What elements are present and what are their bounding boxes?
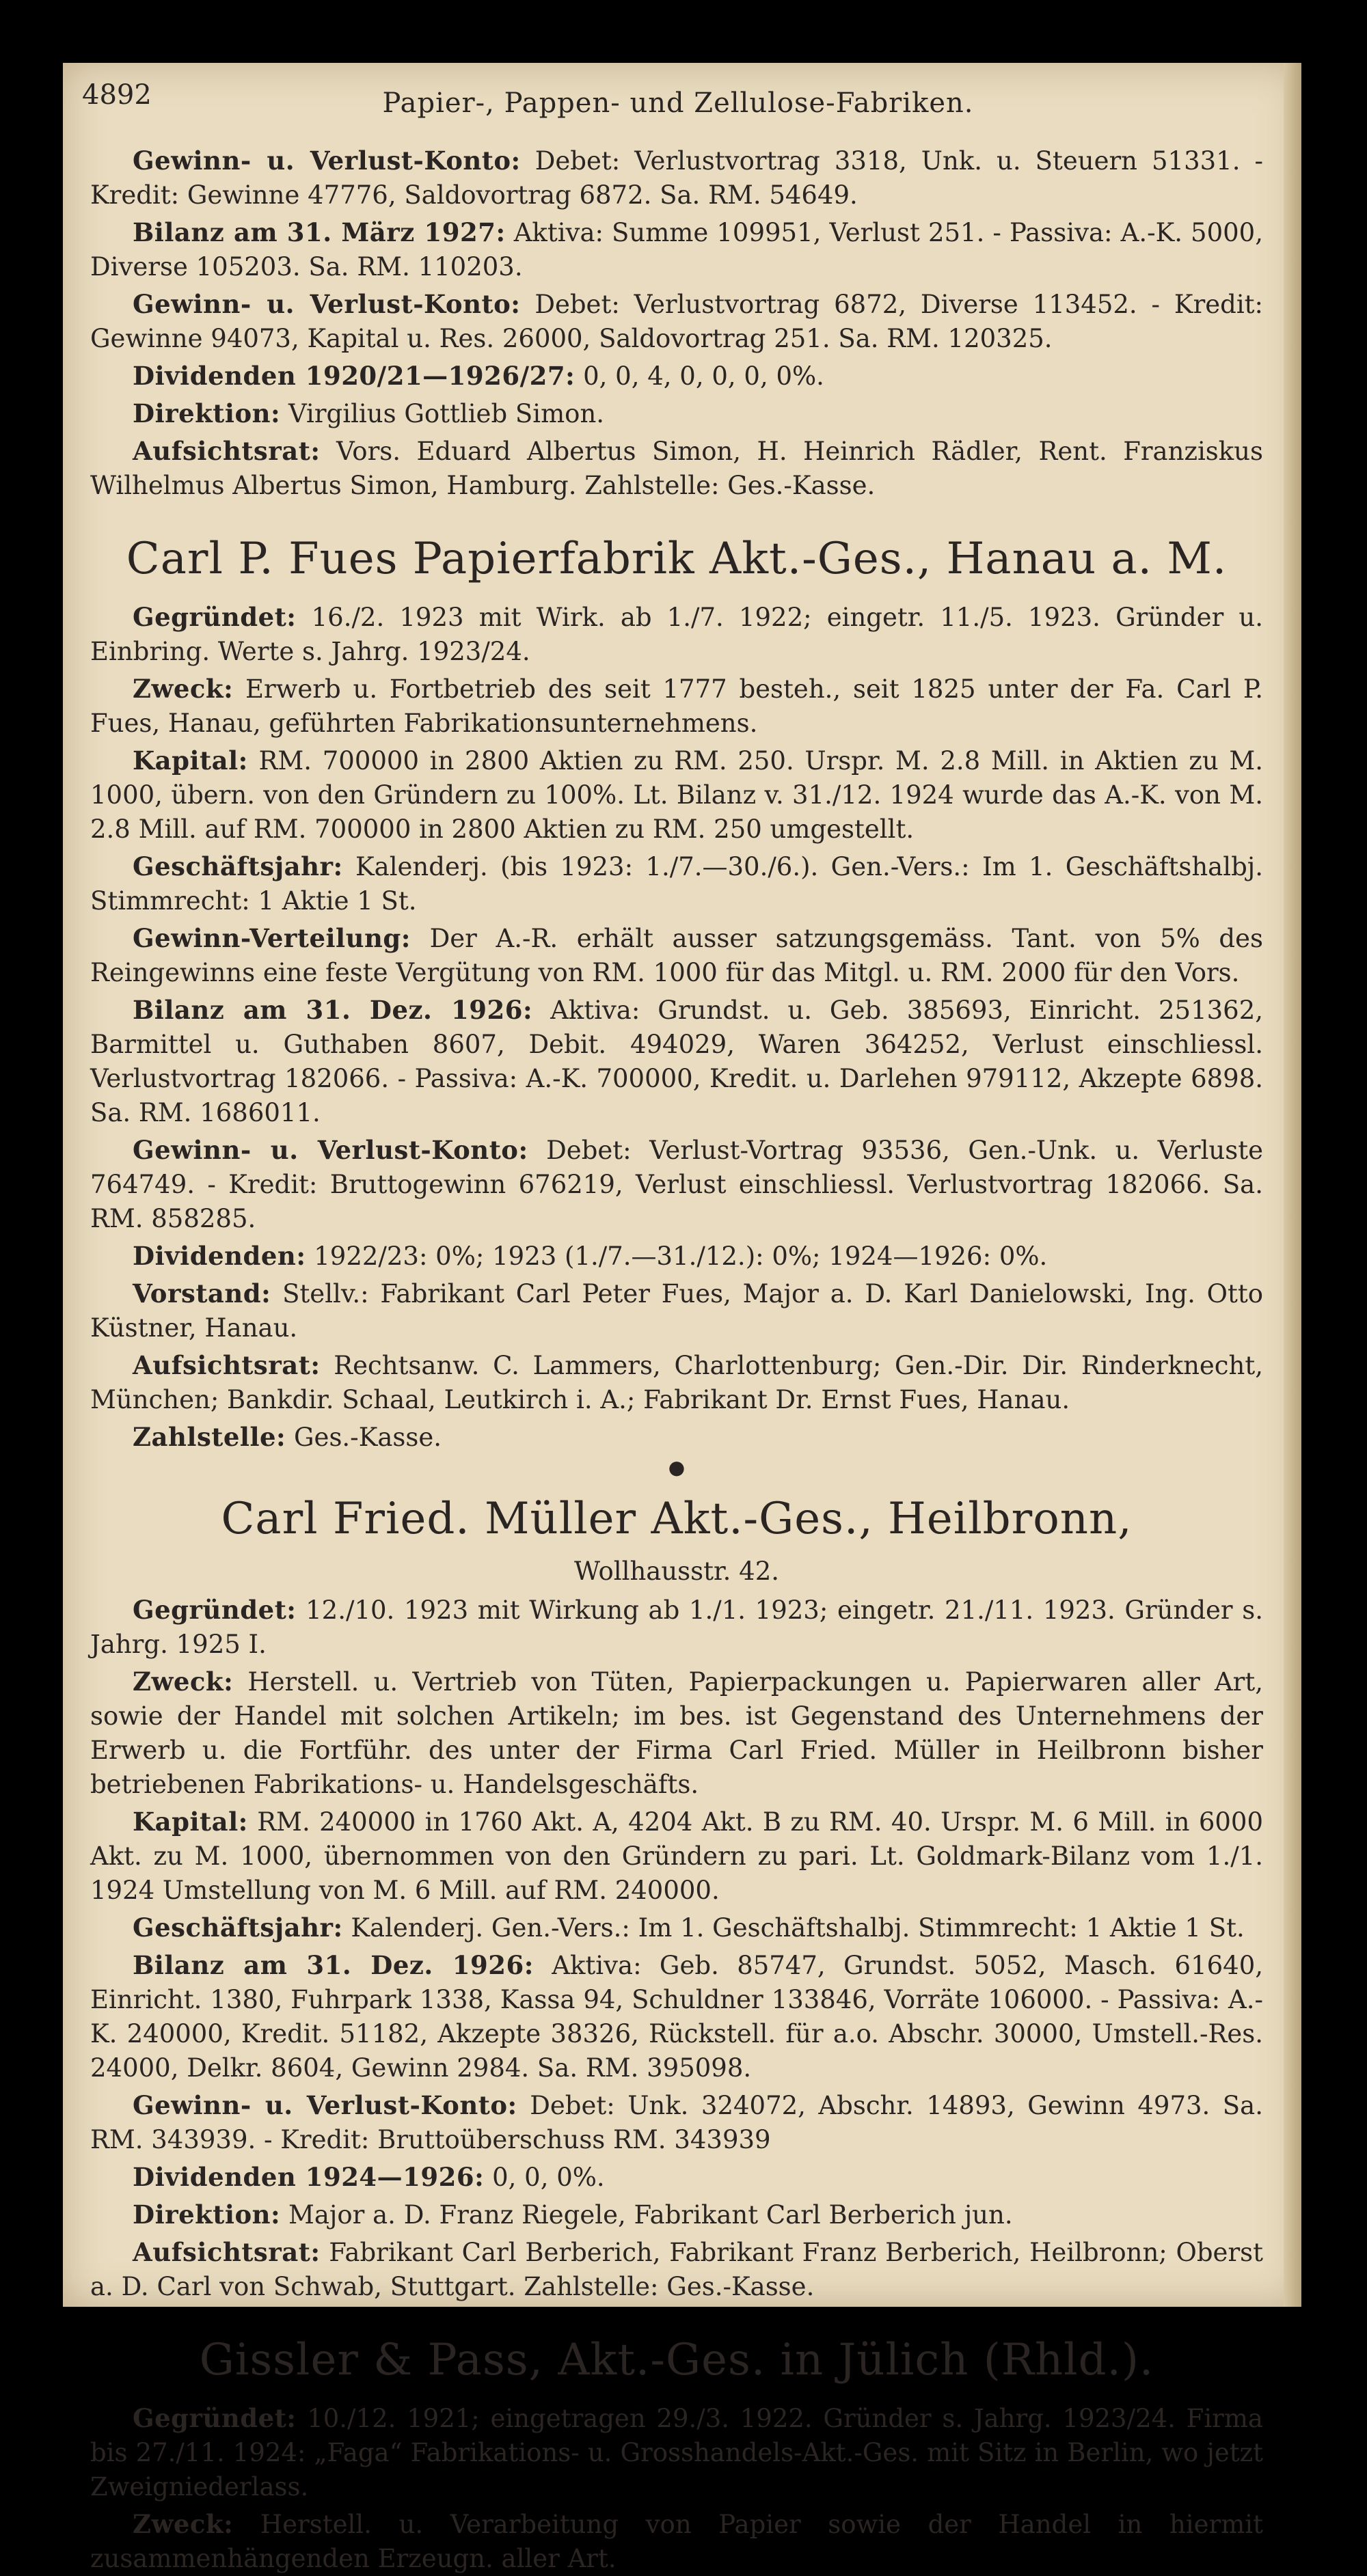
paragraph (90, 215, 1263, 284)
separator-dot: ● (668, 1456, 686, 1479)
paragraph-label: Gewinn- u. Verlust-Konto: (133, 289, 521, 319)
paragraph-label: Dividenden 1920/21—1926/27: (133, 361, 576, 391)
paragraph-label: Gewinn-Verteilung: (133, 923, 411, 953)
paragraph-text: Stellv.: Fabrikant Carl Peter Fues, Major a. D. Karl Danielowski, Ing. Otto Küstner, Hanau. (90, 1279, 1263, 1343)
paragraph-text: RM. 240000 in 1760 Akt. A, 4204 Akt. B zu RM. 40. Urspr. M. 6 Mill. in 6000 Akt. zu M. 1000, übernommen von den Gründern zu pari. Lt. Goldmark-Bilanz vom 1./1. 1924 Umstellung von M. 6 Mill. auf RM. 240000. (90, 1807, 1263, 1905)
paragraph (90, 2401, 1263, 2504)
paragraph-label: Kapital: (133, 1807, 248, 1837)
paragraph-label: Dividenden 1924—1926: (133, 2162, 485, 2192)
entry-carl-p-fues (90, 532, 1263, 1477)
paragraph-label: Direktion: (133, 398, 281, 428)
entry-continuation (90, 143, 1263, 503)
paragraph-label: Gegründet: (133, 602, 297, 632)
paragraph-text: Rechtsanw. C. Lammers, Charlottenburg; Gen.-Dir. Dir. Rinderknecht, München; Bankdir. Schaal, Leutkirch i. A.; Fabrikant Dr. Ernst Fues, Hanau. (90, 1351, 1263, 1414)
paragraph-label: Dividenden: (133, 1241, 306, 1271)
paragraph (90, 1948, 1263, 2085)
paragraph-text: 12./10. 1923 mit Wirkung ab 1./1. 1923; eingetr. 21./11. 1923. Gründer s. Jahrg. 1925 I. (90, 1595, 1264, 1659)
paragraph-text: 1922/23: 0%; 1923 (1./7.—31./12.): 0%; 1924—1926: 0%. (314, 1242, 1048, 1271)
paragraph-text: RM. 700000 in 2800 Aktien zu RM. 250. Urspr. M. 2.8 Mill. in Aktien zu M. 1000, übern. von den Gründern zu 100%. Lt. Bilanz v. 31./12. 1924 wurde das A.-K. von M. 2.8 Mill. auf RM. 700000 in 2800 Aktien zu RM. 250 umgestellt. (90, 746, 1263, 844)
page-edge (1284, 63, 1301, 2307)
paragraph-text: Debet: Unk. 324072, Abschr. 14893, Gewinn 4973. Sa. RM. 343939. - Kredit: Bruttoüberschuss RM. 343939 (90, 2091, 1263, 2154)
paragraph (90, 993, 1263, 1130)
paragraph-label: Direktion: (133, 2200, 281, 2230)
paragraph (90, 1239, 1263, 1274)
paragraph-label: Bilanz am 31. März 1927: (133, 217, 506, 247)
paragraph (90, 921, 1263, 990)
company-heading: Carl P. Fues Papierfabrik Akt.-Ges., Hanau a. M. (126, 534, 1228, 584)
paragraph (90, 434, 1263, 503)
company-heading: Gissler & Pass, Akt.-Ges. in Jülich (Rhld.). (199, 2335, 1154, 2385)
paragraph-text: Debet: Verlustvortrag 6872, Diverse 113452. - Kredit: Gewinne 94073, Kapital u. Res. 26000, Saldovortrag 251. Sa. RM. 120325. (90, 290, 1264, 353)
paragraph (90, 1276, 1263, 1345)
paragraph-label: Gewinn- u. Verlust-Konto: (133, 146, 521, 176)
paragraph-text: Aktiva: Grundst. u. Geb. 385693, Einricht. 251362, Barmittel u. Guthaben 8607, Debit. 494029, Waren 364252, Verlust einschliessl. Verlustvortrag 182066. - Passiva: A.-K. 700000, Kredit. u. Darlehen 979112, Akzepte 6898. Sa. RM. 1686011. (90, 996, 1263, 1127)
paragraph-label: Gewinn- u. Verlust-Konto: (133, 2090, 517, 2120)
paragraph-label: Gegründet: (133, 2403, 297, 2433)
paragraph-text: Debet: Verlustvortrag 3318, Unk. u. Steuern 51331. - Kredit: Gewinne 47776, Saldovortrag 6872. Sa. RM. 54649. (90, 146, 1263, 210)
paragraph-label: Zweck: (133, 674, 234, 704)
paragraph (90, 359, 1263, 394)
paragraph-text: Major a. D. Franz Riegele, Fabrikant Carl Berberich jun. (288, 2200, 1013, 2230)
paragraph-label: Geschäftsjahr: (133, 851, 343, 881)
paragraph (90, 2088, 1263, 2157)
paragraph (90, 1593, 1263, 1662)
paragraph-label: Gewinn- u. Verlust-Konto: (133, 1135, 528, 1165)
page-header (82, 79, 1274, 127)
paragraph (90, 1664, 1263, 1802)
paragraph-label: Bilanz am 31. Dez. 1926: (133, 1950, 534, 1980)
paragraph-text: 10./12. 1921; eingetragen 29./3. 1922. Gründer s. Jahrg. 1923/24. Firma bis 27./11. 1924: „Faga“ Fabrikations- u. Grosshandels-Akt.-Ges. mit Sitz in Berlin, wo jetzt Zweigniederlass. (90, 2404, 1263, 2502)
company-address: Wollhausstr. 42. (573, 1557, 779, 1586)
paragraph-label: Zahlstelle: (133, 1422, 286, 1452)
paragraph (90, 1805, 1263, 1908)
paragraph-text: Der A.-R. erhält ausser satzungsgemäss. Tant. von 5% des Reingewinns eine feste Vergütung von RM. 1000 für das Mitgl. u. RM. 2000 für den Vors. (90, 924, 1264, 987)
paragraph-label: Zweck: (133, 1667, 234, 1697)
paragraph-text: Aktiva: Geb. 85747, Grundst. 5052, Masch. 61640, Einricht. 1380, Fuhrpark 1338, Kassa 94, Schuldner 133846, Vorräte 106000. - Passiva: A.-K. 240000, Kredit. 51182, Akzepte 38326, Rückstell. für a.o. Abschr. 30000, Umstell.-Res. 24000, Delkr. 8604, Gewinn 2984. Sa. RM. 395098. (90, 1951, 1263, 2083)
paragraph-text: 0, 0, 0%. (492, 2163, 605, 2192)
paragraph-text: Aktiva: Summe 109951, Verlust 251. - Passiva: A.-K. 5000, Diverse 105203. Sa. RM. 110203. (90, 218, 1263, 282)
paragraph (90, 396, 1263, 431)
company-heading: Carl Fried. Müller Akt.-Ges., Heilbronn, (221, 1494, 1133, 1544)
paragraph-label: Bilanz am 31. Dez. 1926: (133, 995, 533, 1025)
paragraph-label: Vorstand: (133, 1278, 271, 1308)
paragraph (90, 2235, 1263, 2304)
paragraph-text: Fabrikant Carl Berberich, Fabrikant Franz Berberich, Heilbronn; Oberst a. D. Carl von Schwab, Stuttgart. Zahlstelle: Ges.-Kasse. (90, 2238, 1263, 2301)
paragraph (90, 600, 1263, 669)
paragraph-label: Gegründet: (133, 1595, 297, 1625)
paragraph-label: Aufsichtsrat: (133, 436, 321, 466)
paragraph (90, 2507, 1263, 2576)
paragraph (90, 849, 1263, 918)
page-content (90, 143, 1264, 2573)
paragraph-text: Vors. Eduard Albertus Simon, H. Heinrich Rädler, Rent. Franziskus Wilhelmus Albertus Simon, Hamburg. Zahlstelle: Ges.-Kasse. (90, 437, 1264, 500)
paragraph-text: Virgilius Gottlieb Simon. (288, 399, 605, 428)
paragraph (90, 743, 1263, 847)
paragraph (90, 2197, 1263, 2232)
running-title: Papier-, Pappen- und Zellulose-Fabriken. (382, 87, 974, 119)
page-number: 4892 (82, 79, 152, 111)
paragraph (90, 1133, 1263, 1236)
paragraph-text: 0, 0, 4, 0, 0, 0, 0%. (583, 361, 824, 391)
paragraph (90, 287, 1263, 356)
paragraph (90, 2160, 1263, 2195)
paragraph-label: Zweck: (133, 2509, 234, 2539)
paragraph (90, 1348, 1263, 1417)
paragraph-label: Aufsichtsrat: (133, 2237, 321, 2267)
paragraph-label: Geschäftsjahr: (133, 1913, 343, 1943)
page (63, 63, 1301, 2573)
paragraph-text: 16./2. 1923 mit Wirk. ab 1./7. 1922; eingetr. 11./5. 1923. Gründer u. Einbring. Werte s. Jahrg. 1923/24. (90, 603, 1263, 666)
paragraph-label: Kapital: (133, 745, 248, 776)
entry-carl-fried-mueller (90, 1492, 1263, 2304)
paragraph-text: Herstell. u. Vertrieb von Tüten, Papierpackungen u. Papierwaren aller Art, sowie der Handel mit solchen Artikeln; im bes. ist Gegenstand des Unternehmens der Erwerb u. die Fortführ. des unter der Firma Carl Fried. Müller in Heilbronn bisher betriebenen Fabrikations- u. Handelsgeschäfts. (90, 1667, 1263, 1799)
paragraph-text: Kalenderj. Gen.-Vers.: Im 1. Geschäftshalbj. Stimmrecht: 1 Aktie 1 St. (351, 1913, 1245, 1943)
paragraph-text: Ges.-Kasse. (293, 1423, 442, 1452)
paragraph-text: Erwerb u. Fortbetrieb des seit 1777 besteh., seit 1825 unter der Fa. Carl P. Fues, Hanau, geführten Fabrikationsunternehmens. (90, 674, 1263, 738)
paragraph-text: Debet: Verlust-Vortrag 93536, Gen.-Unk. u. Verluste 764749. - Kredit: Bruttogewinn 676219, Verlust einschliessl. Verlustvortrag 182066. Sa. RM. 858285. (90, 1136, 1263, 1233)
paragraph (90, 1420, 1263, 1455)
paragraph-text: Herstell. u. Verarbeitung von Papier sowie der Handel in hiermit zusammenhängenden Erzeugn. aller Art. (90, 2510, 1264, 2573)
paragraph (90, 1910, 1263, 1945)
entry-gissler-pass (90, 2333, 1263, 2576)
paragraph (90, 143, 1263, 213)
paragraph-label: Aufsichtsrat: (133, 1350, 321, 1380)
paragraph-text: Kalenderj. (bis 1923: 1./7.—30./6.). Gen.-Vers.: Im 1. Geschäftshalbj. Stimmrecht: 1 Aktie 1 St. (90, 852, 1263, 916)
paragraph (90, 672, 1263, 741)
